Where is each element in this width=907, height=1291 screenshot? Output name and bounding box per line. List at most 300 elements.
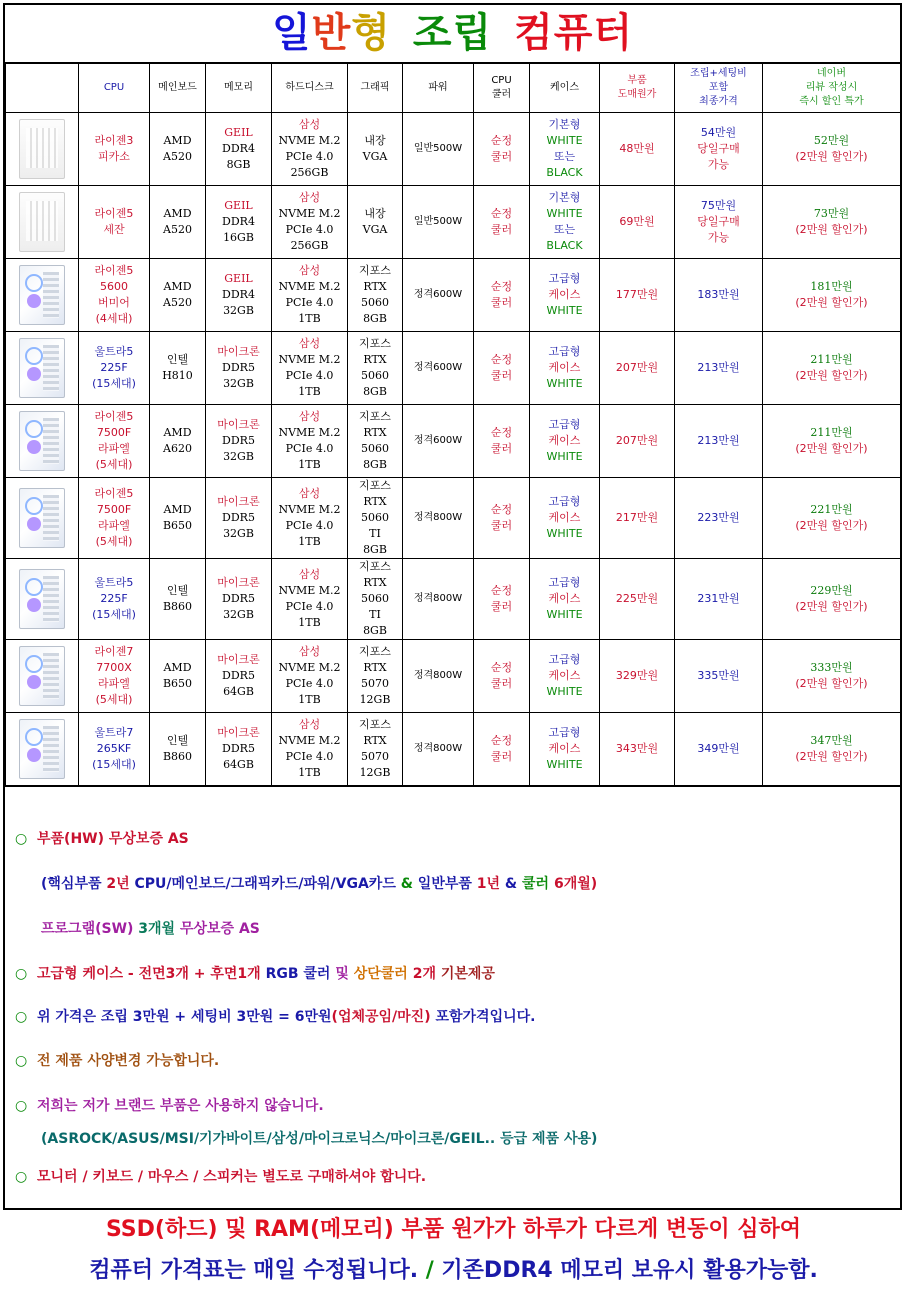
gpu-line: RTX — [363, 353, 387, 366]
cooler-cell — [474, 559, 530, 640]
mainboard-cell — [150, 713, 206, 786]
cpu-line: (5세대) — [95, 535, 133, 548]
cpu-line: 라파엘 — [98, 442, 130, 455]
gpu-line: 5070 — [361, 750, 389, 763]
case-line: 케이스 — [548, 288, 581, 301]
ssd-line: NVME M.2 — [278, 734, 341, 747]
cpu-cell — [79, 559, 150, 640]
title-char: 반 — [311, 10, 352, 56]
cooler-line: 순정 — [490, 661, 513, 674]
note-text: 쿨러 — [298, 966, 336, 982]
mb-line: A520 — [163, 150, 192, 163]
pc-case-image — [6, 113, 79, 186]
pc-case-icon — [19, 719, 65, 779]
discount-label: (2만원 할인가) — [795, 677, 868, 690]
ssd-line: NVME M.2 — [278, 207, 341, 220]
pc-case-image — [6, 405, 79, 478]
case-line: 고급형 — [548, 345, 581, 358]
power-cell: 정격600W — [403, 405, 474, 478]
ssd-line: 삼성 — [298, 264, 321, 277]
mb-line: H810 — [162, 369, 193, 382]
pc-case-image — [6, 559, 79, 640]
cooler-cell — [474, 259, 530, 332]
note-text: 상단쿨러 — [348, 966, 413, 982]
price-sheet — [3, 3, 902, 1210]
gpu-line: 지포스 — [359, 718, 391, 731]
discount-label: (2만원 할인가) — [795, 519, 868, 532]
cpu-cell — [79, 113, 150, 186]
mb-line: AMD — [163, 134, 192, 147]
header-naver-line: 리뷰 작성시 — [805, 82, 858, 93]
cpu-line: 7500F — [96, 503, 132, 516]
memory-cell — [206, 478, 272, 559]
gpu-line: 8GB — [363, 312, 387, 325]
case-line: 고급형 — [548, 653, 581, 666]
bullet-icon: ○ — [15, 831, 28, 847]
note-text: 고급형 케이스 - — [37, 966, 139, 982]
mainboard-cell — [150, 332, 206, 405]
case-line: 케이스 — [548, 742, 581, 755]
mem-line: 32GB — [223, 527, 254, 540]
note-text: CPU/메인보드/그래픽카드/파워/VGA카드 — [129, 876, 401, 892]
gpu-line: 12GB — [359, 693, 391, 706]
gpu-line: 8GB — [363, 624, 387, 637]
gpu-line: 5060 — [361, 296, 389, 309]
note-text: 6개월) — [549, 876, 598, 892]
mb-line: AMD — [163, 661, 192, 674]
gpu-line: RTX — [363, 495, 387, 508]
cpu-line: (4세대) — [95, 312, 133, 325]
case-line: 기본형 — [548, 191, 581, 204]
ssd-line: 1TB — [298, 385, 321, 398]
cooler-line: 쿨러 — [490, 677, 513, 690]
cooler-cell — [474, 186, 530, 259]
mainboard-cell — [150, 405, 206, 478]
cooler-line: 순정 — [490, 207, 513, 220]
ssd-line: PCIe 4.0 — [285, 369, 334, 382]
mb-line: AMD — [163, 503, 192, 516]
mainboard-cell — [150, 186, 206, 259]
table-row — [6, 259, 901, 332]
cpu-line: 피카소 — [98, 150, 130, 163]
pc-case-icon — [19, 488, 65, 548]
final-line: 213만원 — [697, 361, 740, 374]
spec-table — [5, 63, 901, 786]
sale-price: 229만원 — [810, 584, 853, 597]
cooler-line: 순정 — [490, 503, 513, 516]
case-cell — [530, 405, 600, 478]
ssd-line: PCIe 4.0 — [285, 296, 334, 309]
mem-line: 16GB — [223, 231, 254, 244]
sale-price: 73만원 — [813, 207, 850, 220]
discount-label: (2만원 할인가) — [795, 296, 868, 309]
final-price-cell — [675, 559, 763, 640]
case-cell — [530, 478, 600, 559]
note-text: 1년 — [476, 876, 501, 892]
case-line: WHITE — [546, 527, 583, 540]
naver-sale-cell — [763, 113, 901, 186]
ssd-line: 1TB — [298, 766, 321, 779]
cpu-line: (15세대) — [92, 608, 136, 621]
ssd-line: PCIe 4.0 — [285, 150, 334, 163]
gpu-line: VGA — [362, 150, 388, 163]
mem-line: 마이크론 — [217, 418, 260, 431]
note-assembly-fee — [15, 1006, 535, 1026]
pc-case-image — [6, 332, 79, 405]
mem-line: DDR4 — [222, 142, 255, 155]
note-text: 기본제공 — [435, 966, 495, 982]
storage-cell — [272, 559, 348, 640]
note-peripherals — [15, 1166, 426, 1186]
mb-line: B860 — [162, 750, 193, 763]
cooler-line: 쿨러 — [490, 750, 513, 763]
mem-line: DDR5 — [222, 361, 255, 374]
header-final-line: 최종가격 — [699, 96, 738, 107]
memory-cell — [206, 332, 272, 405]
cooler-line: 쿨러 — [490, 223, 513, 236]
spec-table-body — [6, 113, 901, 786]
ssd-line: 1TB — [298, 616, 321, 629]
case-line: WHITE — [546, 758, 583, 771]
note-text: RGB — [265, 966, 299, 982]
final-line: 75만원 — [700, 199, 737, 212]
gpu-line: RTX — [363, 280, 387, 293]
note-text: 프로그램(SW) — [41, 921, 139, 937]
cpu-line: 225F — [100, 592, 128, 605]
final-line: 183만원 — [697, 288, 740, 301]
naver-sale-cell — [763, 640, 901, 713]
cooler-line: 쿨러 — [490, 442, 513, 455]
ssd-line: NVME M.2 — [278, 426, 341, 439]
gpu-line: 8GB — [363, 543, 387, 556]
gpu-line: 5060 — [361, 592, 389, 605]
pc-case-icon — [19, 411, 65, 471]
gpu-line: VGA — [362, 223, 388, 236]
power-cell: 정격800W — [403, 640, 474, 713]
case-cell — [530, 113, 600, 186]
ssd-line: 삼성 — [298, 718, 321, 731]
final-line: 당일구매 — [697, 215, 740, 228]
cpu-line: 라파엘 — [98, 519, 130, 532]
cooler-line: 순정 — [490, 353, 513, 366]
graphics-cell — [348, 186, 403, 259]
storage-cell — [272, 259, 348, 332]
footer-text: 기존DDR4 메모리 보유시 활용가능함. — [433, 1258, 818, 1283]
memory-cell — [206, 259, 272, 332]
memory-cell — [206, 186, 272, 259]
final-line: 가능 — [707, 231, 730, 244]
pc-case-image — [6, 186, 79, 259]
case-line: 또는 — [553, 150, 576, 163]
case-line: WHITE — [546, 207, 583, 220]
case-line: WHITE — [546, 304, 583, 317]
ssd-line: 1TB — [298, 535, 321, 548]
cooler-cell — [474, 113, 530, 186]
mb-line: 인텔 — [166, 734, 189, 747]
note-text: 무상보증 AS — [175, 921, 260, 937]
gpu-line: 지포스 — [359, 410, 391, 423]
final-price-cell — [675, 186, 763, 259]
header-final-line: 포함 — [708, 82, 729, 93]
bullet-icon: ○ — [15, 1169, 28, 1185]
discount-label: (2만원 할인가) — [795, 600, 868, 613]
bullet-icon: ○ — [15, 1009, 28, 1025]
pc-case-image — [6, 713, 79, 786]
cpu-line: 라이젠5 — [94, 487, 134, 500]
case-cell — [530, 640, 600, 713]
graphics-cell — [348, 559, 403, 640]
mainboard-cell — [150, 259, 206, 332]
naver-sale-cell — [763, 259, 901, 332]
ssd-line: NVME M.2 — [278, 584, 341, 597]
naver-sale-cell — [763, 559, 901, 640]
mb-line: B650 — [162, 677, 193, 690]
mb-line: AMD — [163, 280, 192, 293]
note-text: 쿨러 — [522, 876, 550, 892]
case-line: 케이스 — [548, 434, 581, 447]
note-text: 3개월 — [138, 921, 176, 937]
pc-case-icon — [19, 646, 65, 706]
note-text: 위 가격은 조립 3만원 + 세팅비 3만원 = 6만원 — [37, 1009, 332, 1025]
case-cell — [530, 259, 600, 332]
cpu-line: 세잔 — [103, 223, 125, 236]
graphics-cell — [348, 640, 403, 713]
mem-line: 64GB — [223, 685, 254, 698]
note-text: 부품(HW) 무상보증 AS — [37, 831, 189, 847]
mem-line: 32GB — [223, 608, 254, 621]
pc-case-icon — [19, 119, 65, 179]
gpu-line: 5060 — [361, 511, 389, 524]
cpu-line: 라이젠5 — [94, 207, 134, 220]
final-price-cell — [675, 259, 763, 332]
header-final-price — [675, 64, 763, 113]
case-line: 케이스 — [548, 511, 581, 524]
pc-case-icon — [19, 569, 65, 629]
graphics-cell — [348, 332, 403, 405]
note-text: 전 제품 사양변경 가능합니다. — [37, 1053, 220, 1069]
header-cpu: CPU — [79, 64, 150, 113]
mb-line: A520 — [163, 296, 192, 309]
gpu-line: RTX — [363, 576, 387, 589]
pc-case-image — [6, 259, 79, 332]
case-cell — [530, 713, 600, 786]
cpu-line: 울트라5 — [94, 576, 134, 589]
bullet-icon: ○ — [15, 1053, 28, 1069]
header-wholesale-line: 도매원가 — [617, 89, 657, 100]
power-cell: 정격800W — [403, 478, 474, 559]
ssd-line: NVME M.2 — [278, 661, 341, 674]
header-cooler-line: CPU — [491, 75, 512, 86]
cpu-line: 7700X — [96, 661, 132, 674]
mb-line: A620 — [163, 442, 192, 455]
power-cell: 정격600W — [403, 259, 474, 332]
header-naver-line: 네이버 — [817, 68, 846, 79]
pc-case-icon — [19, 265, 65, 325]
naver-sale-cell — [763, 332, 901, 405]
mb-line: B860 — [162, 600, 193, 613]
header-wholesale — [600, 64, 675, 113]
case-line: 기본형 — [548, 118, 581, 131]
cpu-cell — [79, 478, 150, 559]
discount-label: (2만원 할인가) — [795, 150, 868, 163]
case-line: 케이스 — [548, 361, 581, 374]
header-final-line: 조립+세팅비 — [690, 68, 747, 79]
title-char: 조 — [412, 10, 453, 56]
note-text: 포함가격입니다. — [430, 1009, 536, 1025]
graphics-cell — [348, 713, 403, 786]
note-hw-warranty-detail — [41, 873, 597, 893]
header-image — [6, 64, 79, 113]
storage-cell — [272, 713, 348, 786]
memory-cell — [206, 559, 272, 640]
note-text: & — [400, 876, 413, 892]
wholesale-price-cell: 69만원 — [600, 186, 675, 259]
header-memory: 메모리 — [206, 64, 272, 113]
cpu-line: (15세대) — [92, 758, 136, 771]
mem-line: GEIL — [224, 272, 253, 285]
cooler-cell — [474, 713, 530, 786]
footer-text: / — [425, 1258, 434, 1283]
gpu-line: TI — [369, 527, 381, 540]
power-cell: 정격600W — [403, 332, 474, 405]
bullet-icon: ○ — [15, 966, 28, 982]
header-naver-line: 즉시 할인 특가 — [799, 96, 864, 107]
cpu-line: 버미어 — [98, 296, 130, 309]
graphics-cell — [348, 259, 403, 332]
header-naver-price — [763, 64, 901, 113]
case-line: 또는 — [553, 223, 576, 236]
cpu-line: 265KF — [96, 742, 132, 755]
gpu-line: 지포스 — [359, 264, 391, 277]
pc-case-icon — [19, 192, 65, 252]
cpu-line: 울트라7 — [94, 726, 134, 739]
cooler-line: 쿨러 — [490, 369, 513, 382]
mem-line: GEIL — [224, 126, 253, 139]
wholesale-price-cell: 207만원 — [600, 332, 675, 405]
gpu-line: RTX — [363, 661, 387, 674]
ssd-line: 256GB — [290, 239, 329, 252]
note-text: 2개 — [412, 966, 436, 982]
case-line: 고급형 — [548, 726, 581, 739]
sale-price: 211만원 — [810, 426, 853, 439]
mem-line: 마이크론 — [217, 345, 260, 358]
table-row — [6, 478, 901, 559]
mem-line: 마이크론 — [217, 653, 260, 666]
case-line: BLACK — [546, 166, 583, 179]
note-hw-warranty — [15, 828, 189, 848]
title-char: 형 — [351, 10, 391, 56]
cpu-line: 라이젠7 — [94, 645, 134, 658]
case-cell — [530, 559, 600, 640]
cooler-line: 순정 — [490, 134, 513, 147]
sale-price: 221만원 — [810, 503, 853, 516]
final-line: 231만원 — [697, 592, 740, 605]
case-line: WHITE — [546, 608, 583, 621]
power-cell: 정격800W — [403, 713, 474, 786]
case-cell — [530, 332, 600, 405]
table-row — [6, 640, 901, 713]
mb-line: 인텔 — [166, 353, 189, 366]
cpu-cell — [79, 186, 150, 259]
mem-line: DDR5 — [222, 511, 255, 524]
ssd-line: PCIe 4.0 — [285, 223, 334, 236]
cooler-cell — [474, 478, 530, 559]
gpu-line: 내장 — [364, 134, 386, 147]
ssd-line: 삼성 — [298, 337, 321, 350]
mem-line: DDR5 — [222, 592, 255, 605]
ssd-line: 삼성 — [298, 410, 321, 423]
cooler-line: 순정 — [490, 426, 513, 439]
cooler-line: 순정 — [490, 734, 513, 747]
ssd-line: 1TB — [298, 312, 321, 325]
ssd-line: PCIe 4.0 — [285, 750, 334, 763]
sale-price: 333만원 — [810, 661, 853, 674]
final-line: 349만원 — [697, 742, 740, 755]
spec-table-wrapper — [5, 63, 900, 787]
note-spec-change — [15, 1050, 219, 1070]
gpu-line: 지포스 — [359, 337, 391, 350]
mb-line: AMD — [163, 207, 192, 220]
gpu-line: 8GB — [363, 385, 387, 398]
mainboard-cell — [150, 640, 206, 713]
graphics-cell — [348, 405, 403, 478]
wholesale-price-cell: 225만원 — [600, 559, 675, 640]
case-line: 고급형 — [548, 495, 581, 508]
cooler-line: 쿨러 — [490, 600, 513, 613]
ssd-line: NVME M.2 — [278, 280, 341, 293]
gpu-line: 5060 — [361, 442, 389, 455]
bullet-icon: ○ — [15, 1098, 28, 1114]
pc-case-image — [6, 478, 79, 559]
case-line: 케이스 — [548, 669, 581, 682]
cpu-line: (5세대) — [95, 458, 133, 471]
memory-cell — [206, 405, 272, 478]
cpu-cell — [79, 405, 150, 478]
header-power: 파워 — [403, 64, 474, 113]
mem-line: DDR5 — [222, 434, 255, 447]
cpu-line: 7500F — [96, 426, 132, 439]
naver-sale-cell — [763, 405, 901, 478]
gpu-line: 지포스 — [359, 560, 391, 573]
ssd-line: NVME M.2 — [278, 353, 341, 366]
ssd-line: 삼성 — [298, 645, 321, 658]
table-row — [6, 405, 901, 478]
final-price-cell — [675, 640, 763, 713]
note-text: 전면3개 + 후면1개 — [138, 966, 266, 982]
mb-line: AMD — [163, 426, 192, 439]
header-cooler-line: 쿨러 — [491, 89, 512, 100]
storage-cell — [272, 186, 348, 259]
ssd-line: NVME M.2 — [278, 503, 341, 516]
sale-price: 52만원 — [813, 134, 850, 147]
memory-cell — [206, 713, 272, 786]
mem-line: 8GB — [226, 158, 251, 171]
note-brand-list — [41, 1128, 597, 1148]
storage-cell — [272, 332, 348, 405]
sale-price: 211만원 — [810, 353, 853, 366]
case-line: 고급형 — [548, 418, 581, 431]
final-price-cell — [675, 113, 763, 186]
mem-line: 마이크론 — [217, 576, 260, 589]
ssd-line: 256GB — [290, 166, 329, 179]
cpu-line: 라파엘 — [98, 677, 130, 690]
case-line: 고급형 — [548, 576, 581, 589]
ssd-line: 1TB — [298, 693, 321, 706]
mem-line: DDR4 — [222, 288, 255, 301]
note-premium-case — [15, 963, 495, 983]
case-line: WHITE — [546, 685, 583, 698]
mem-line: 32GB — [223, 450, 254, 463]
